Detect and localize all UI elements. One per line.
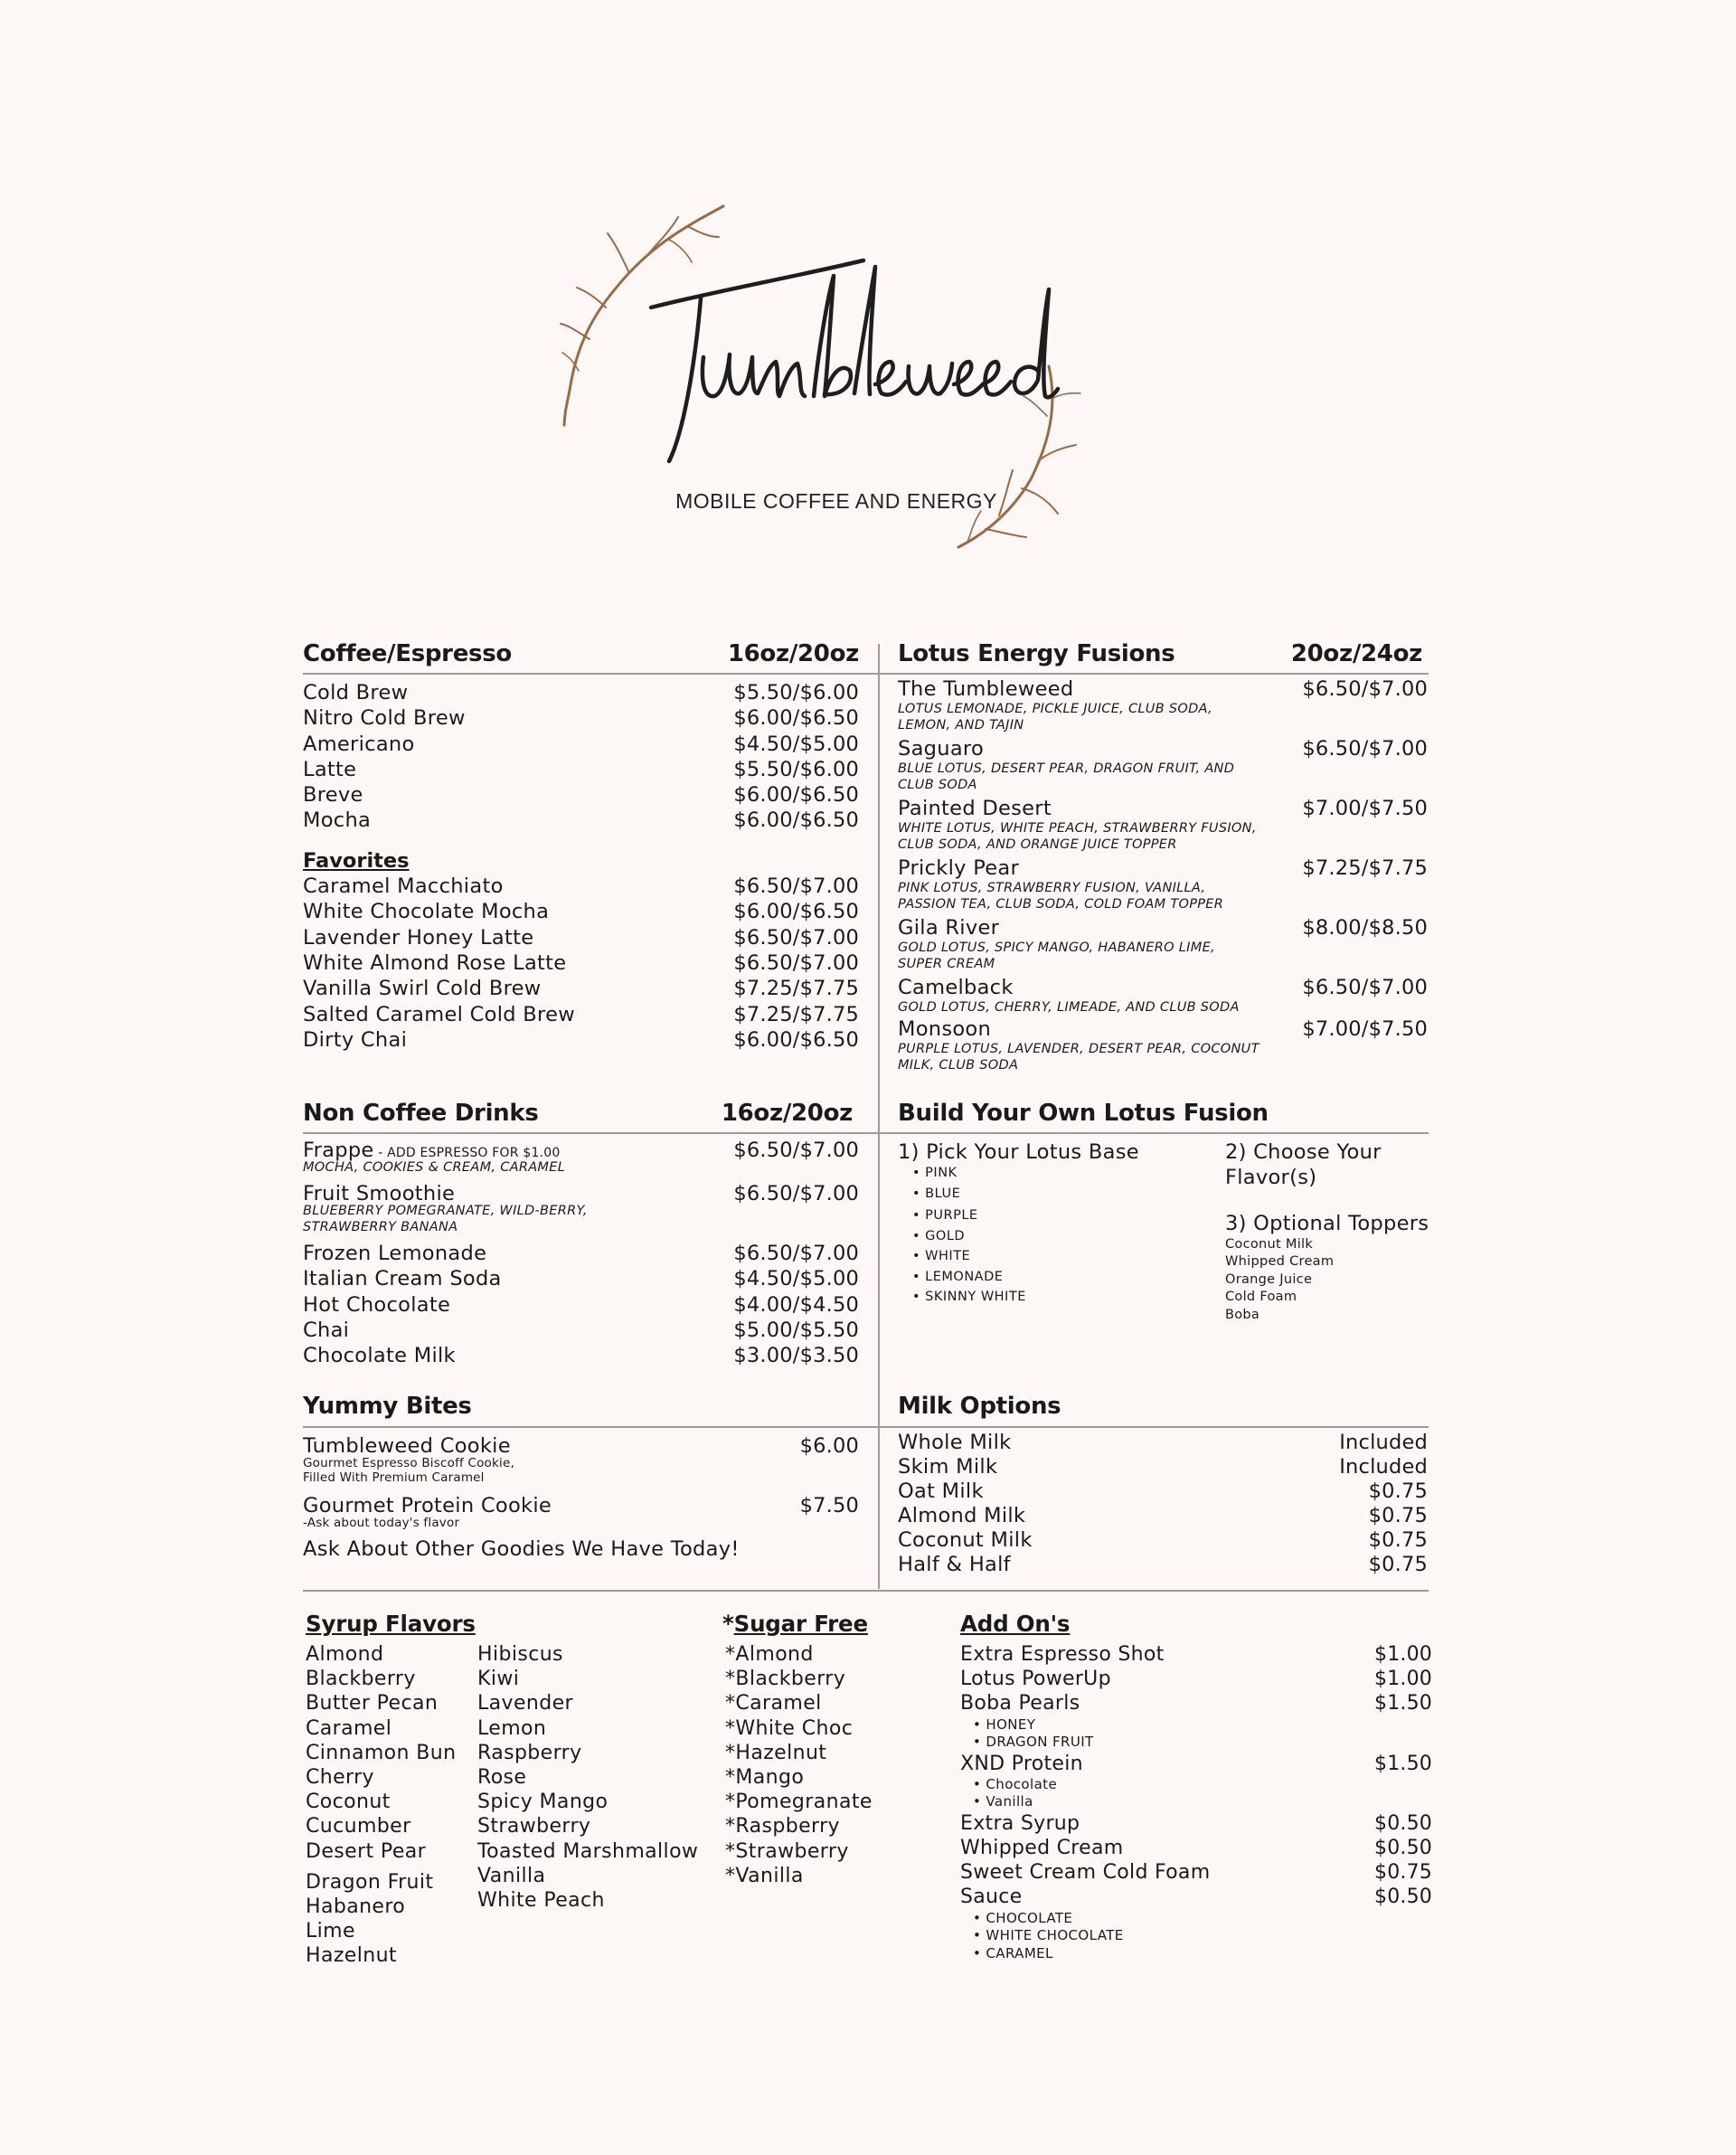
menu-row: Nitro Cold Brew $6.00/$6.50 <box>303 706 859 731</box>
build-step2 <box>1225 1139 1433 1324</box>
tumbleweed-script <box>651 260 1058 461</box>
divider <box>879 673 1429 675</box>
menu-row: Hot Chocolate $4.00/$4.50 <box>303 1292 859 1317</box>
menu-row: Coconut Milk $0.75 <box>898 1528 1428 1552</box>
menu-row: Sauce $0.50 <box>960 1886 1432 1909</box>
menu-row: Whole Milk Included <box>898 1431 1428 1454</box>
menu-row: Mocha $6.00/$6.50 <box>303 808 859 833</box>
divider <box>303 673 879 675</box>
noncoffee-list <box>303 1138 859 1368</box>
divider <box>303 1132 879 1134</box>
lotus-size: 20oz/24oz <box>1290 640 1422 667</box>
lotus-list <box>898 678 1428 1078</box>
xnd-options: • Chocolate • Vanilla <box>960 1776 1432 1811</box>
milk-title: Milk Options <box>898 1393 1061 1420</box>
menu-row: Chocolate Milk $3.00/$3.50 <box>303 1344 859 1368</box>
menu-row: Chai $5.00/$5.50 <box>303 1318 859 1342</box>
build-header <box>898 1100 1422 1127</box>
menu-row: Extra Syrup $0.50 <box>960 1811 1432 1835</box>
step3-label: 3) Optional Toppers <box>1225 1211 1429 1235</box>
menu-row: Lotus PowerUp $1.00 <box>960 1668 1432 1691</box>
step1-label: 1) Pick Your Lotus Base <box>898 1140 1139 1164</box>
menu-row: XND Protein $1.50 <box>960 1752 1432 1775</box>
bites-header <box>303 1393 853 1420</box>
smoothie-item: Fruit Smoothie $6.50/$7.00 BLUEBERRY POMEGRANATE, WILD-BERRY, STRAWBERRY BANANA <box>303 1182 859 1235</box>
menu-row: Frozen Lemonade $6.50/$7.00 <box>303 1242 859 1265</box>
menu-row: Vanilla Swirl Cold Brew $7.25/$7.75 <box>303 977 859 1001</box>
noncoffee-title: Non Coffee Drinks <box>303 1100 539 1127</box>
tagline: MOBILE COFFEE AND ENERGY <box>675 489 997 513</box>
lotus-title: Lotus Energy Fusions <box>898 640 1175 667</box>
base-list: • PINK • BLUE • PURPLE • GOLD • WHITE • LEMONADE • SKINNY WHITE <box>898 1163 1223 1308</box>
menu-row: Skim Milk Included <box>898 1455 1428 1479</box>
sugarfree-list: *Almond *Blackberry *Caramel *White Choc *Hazelnut *Mango *Pomegranate *Raspberry *Strawberry *Vanilla <box>725 1643 873 1887</box>
milk-list <box>898 1431 1428 1577</box>
syrup-title: Syrup Flavors <box>306 1611 476 1637</box>
syrup-list-col2: Hibiscus Kiwi Lavender Lemon Raspberry Rose Spicy Mango Strawberry Toasted Marshmallow Vanilla White Peach <box>477 1643 699 1912</box>
step2-label-cont: Flavor(s) <box>1225 1166 1317 1190</box>
menu-row: Caramel Macchiato $6.50/$7.00 <box>303 874 859 899</box>
coffee-header <box>303 640 859 667</box>
favorites-title: Favorites <box>303 848 410 873</box>
divider <box>303 1590 1429 1592</box>
menu-row: White Almond Rose Latte $6.50/$7.00 <box>303 950 859 975</box>
sauce-options: • CHOCOLATE • WHITE CHOCOLATE • CARAMEL <box>960 1910 1432 1963</box>
coffee-title: Coffee/Espresso <box>303 640 512 667</box>
menu-row: Lavender Honey Latte $6.50/$7.00 <box>303 925 859 950</box>
menu-row: White Chocolate Mocha $6.00/$6.50 <box>303 900 859 924</box>
column-divider <box>878 644 880 1589</box>
sugarfree-title: *Sugar Free <box>722 1611 868 1637</box>
coffee-size: 16oz/20oz <box>727 640 859 667</box>
fusion-item: Gila River $8.00/$8.50 GOLD LOTUS, SPICY MANGO, HABANERO LIME, SUPER CREAM <box>898 916 1428 971</box>
fusion-item: Monsoon $7.00/$7.50 PURPLE LOTUS, LAVENDER, DESERT PEAR, COCONUT MILK, CLUB SODA <box>898 1017 1428 1073</box>
syrup-list-col1: Almond Blackberry Butter Pecan Caramel Cinnamon Bun Cherry Coconut Cucumber Desert Pear Dragon Fruit Habanero Lime Hazelnut <box>306 1643 457 1968</box>
ask-goodies: Ask About Other Goodies We Have Today! <box>303 1537 740 1561</box>
fusion-item: Prickly Pear $7.25/$7.75 PINK LOTUS, STRAWBERRY FUSION, VANILLA, PASSION TEA, CLUB SODA, COLD FOAM TOPPER <box>898 856 1428 912</box>
build-title: Build Your Own Lotus Fusion <box>898 1100 1269 1127</box>
divider <box>879 1426 1429 1428</box>
menu-row: Whipped Cream $0.50 <box>960 1836 1432 1859</box>
divider <box>303 1426 879 1428</box>
menu-row: Americano $4.50/$5.00 <box>303 732 859 756</box>
fusion-item: Painted Desert $7.00/$7.50 WHITE LOTUS, WHITE PEACH, STRAWBERRY FUSION, CLUB SODA, AND ORANGE JUICE TOPPER <box>898 797 1428 852</box>
fusion-item: Camelback $6.50/$7.00 GOLD LOTUS, CHERRY, LIMEADE, AND CLUB SODA <box>898 976 1428 1015</box>
menu-row: Sweet Cream Cold Foam $0.75 <box>960 1861 1432 1885</box>
lotus-header <box>898 640 1422 667</box>
menu-row: Oat Milk $0.75 <box>898 1479 1428 1503</box>
frappe-item: Frappe - ADD ESPRESSO FOR $1.00 $6.50/$7.00 MOCHA, COOKIES & CREAM, CARAMEL <box>303 1139 859 1176</box>
menu-row: Dirty Chai $6.00/$6.50 <box>303 1027 859 1052</box>
menu-row: Cold Brew $5.50/$6.00 <box>303 681 859 704</box>
menu-row: Breve $6.00/$6.50 <box>303 783 859 808</box>
fusion-item: Saguaro $6.50/$7.00 BLUE LOTUS, DESERT PEAR, DRAGON FRUIT, AND CLUB SODA <box>898 737 1428 792</box>
menu-row: Latte $5.50/$6.00 <box>303 757 859 781</box>
coffee-list <box>303 680 859 1053</box>
boba-options: • HONEY • DRAGON FRUIT <box>960 1716 1432 1752</box>
addons-title: Add On's <box>960 1611 1071 1637</box>
menu-row: Extra Espresso Shot $1.00 <box>960 1643 1432 1666</box>
milk-header <box>898 1393 1422 1420</box>
bites-list <box>303 1433 859 1562</box>
menu-row: Half & Half $0.75 <box>898 1553 1428 1576</box>
addons-list <box>960 1642 1432 1962</box>
toppers-list: Coconut Milk Whipped Cream Orange Juice Cold Foam Boba <box>1225 1236 1335 1322</box>
menu-row: Salted Caramel Cold Brew $7.25/$7.75 <box>303 1002 859 1026</box>
noncoffee-size: 16oz/20oz <box>721 1100 853 1127</box>
fusion-item: The Tumbleweed $6.50/$7.00 LOTUS LEMONADE, PICKLE JUICE, CLUB SODA, LEMON, AND TAJIN <box>898 677 1428 733</box>
cookie-item: Tumbleweed Cookie $6.00 Gourmet Espresso Biscoff Cookie, Filled With Premium Caramel <box>303 1434 859 1486</box>
bites-title: Yummy Bites <box>303 1393 472 1420</box>
build-step1 <box>898 1139 1223 1308</box>
menu-row: Boba Pearls $1.50 <box>960 1692 1432 1715</box>
protein-cookie-item: Gourmet Protein Cookie $7.50 -Ask about today's flavor <box>303 1494 859 1531</box>
noncoffee-header <box>303 1100 853 1127</box>
divider <box>879 1132 1429 1134</box>
menu-row: Almond Milk $0.75 <box>898 1504 1428 1527</box>
step2-label: 2) Choose Your <box>1225 1140 1382 1164</box>
menu-row: Italian Cream Soda $4.50/$5.00 <box>303 1267 859 1291</box>
